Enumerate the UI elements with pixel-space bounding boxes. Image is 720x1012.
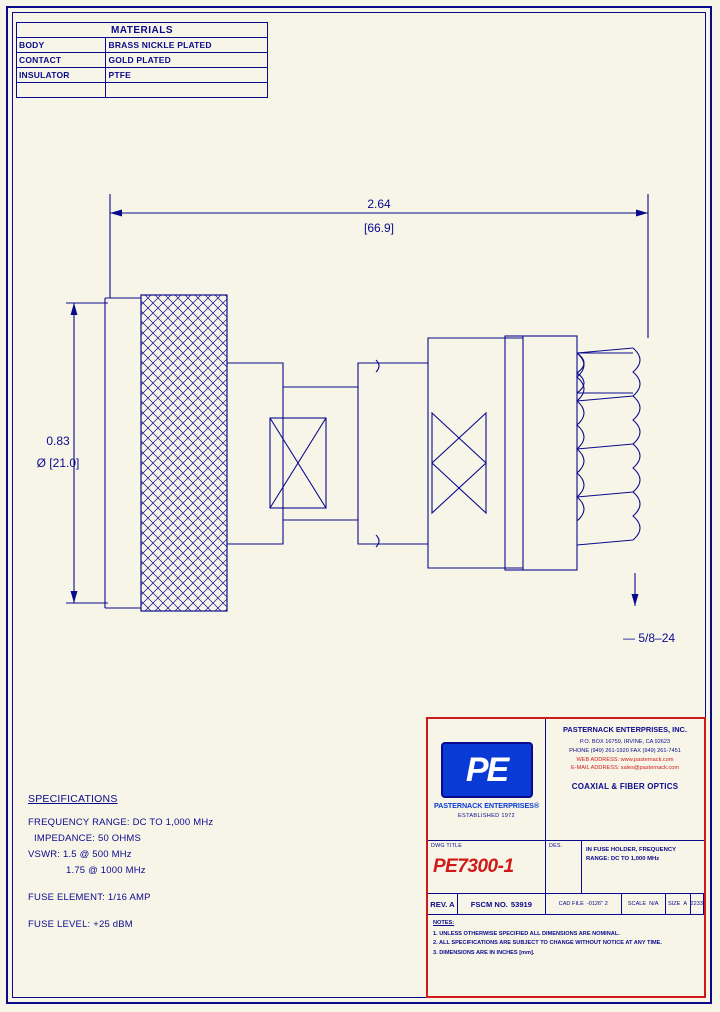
pe-logo-icon: PE	[441, 742, 533, 798]
dimension-thread: — 5/8–24	[623, 631, 676, 645]
cad-file-value: -0126" 2	[586, 901, 608, 907]
scale-label: SCALE	[627, 901, 647, 907]
logo-established: ESTABLISHED 1972	[458, 813, 515, 819]
material-value: PTFE	[106, 68, 268, 83]
size-value: A	[683, 901, 688, 907]
sheet-value: 2233	[690, 901, 703, 907]
spec-fuse-element: FUSE ELEMENT: 1/16 AMP	[28, 891, 151, 903]
sheet-cell	[691, 894, 704, 914]
title-block-meta-row	[428, 894, 704, 915]
material-name: CONTACT	[17, 53, 106, 68]
note-item: 2. ALL SPECIFICATIONS ARE SUBJECT TO CHANGE WITHOUT NOTICE AT ANY TIME.	[433, 940, 662, 946]
scale-value: N/A	[649, 901, 659, 907]
spec-vswr: VSWR: 1.5 @ 500 MHz	[28, 848, 132, 860]
specifications-block	[28, 794, 213, 936]
part-number: PE7300-1	[433, 856, 514, 877]
revision-label: REV. A	[430, 899, 455, 909]
scale-cell	[622, 894, 666, 914]
size-label: SIZE	[667, 901, 681, 907]
material-name: BODY	[17, 38, 106, 53]
company-phone-line: PHONE (949) 261-1920 FAX (949) 261-7451	[569, 748, 681, 755]
notes-block	[428, 915, 704, 996]
fscm-cell	[458, 894, 546, 914]
specifications-title: SPECIFICATIONS	[28, 793, 118, 805]
spec-frequency-range: FREQUENCY RANGE: DC TO 1,000 MHz	[28, 817, 214, 829]
company-tagline: COAXIAL & FIBER OPTICS	[571, 782, 679, 792]
company-website[interactable]: WEB ADDRESS: www.pasternack.com	[576, 756, 674, 763]
logo-company-name: PASTERNACK ENTERPRISES®	[433, 801, 540, 810]
dwg-title-cell	[428, 841, 546, 893]
material-value: BRASS NICKLE PLATED	[106, 38, 268, 53]
cad-file-cell	[546, 894, 622, 914]
company-address-block	[546, 719, 704, 840]
des-label: DES.	[549, 843, 563, 849]
title-block	[426, 717, 706, 998]
title-block-part-row	[428, 841, 704, 894]
spec-vswr-second: 1.75 @ 1000 MHz	[66, 864, 146, 876]
revision-cell	[428, 894, 458, 914]
note-item: 3. DIMENSIONS ARE IN INCHES [mm].	[433, 949, 535, 956]
fscm-value: 53919	[510, 899, 532, 909]
company-logo	[428, 719, 546, 840]
spec-fuse-level: FUSE LEVEL: +25 dBM	[28, 918, 133, 930]
dimension-diameter-mm: Ø [21.0]	[36, 456, 80, 470]
spec-impedance: IMPEDANCE: 50 OHMS	[34, 832, 142, 844]
material-value: GOLD PLATED	[106, 53, 268, 68]
dwg-title-label: DWG TITLE	[431, 843, 463, 849]
size-cell	[666, 894, 691, 914]
des-cell	[546, 841, 582, 893]
material-name: INSULATOR	[17, 68, 106, 83]
drawing-sheet	[6, 6, 712, 1004]
materials-header: MATERIALS	[17, 23, 268, 38]
company-address-line1: P.O. BOX 16759, IRVINE, CA 92623	[579, 739, 671, 746]
notes-title: NOTES:	[433, 920, 455, 926]
cad-file-label: CAD FILE	[558, 901, 584, 907]
company-email[interactable]: E-MAIL ADDRESS: sales@pasternack.com	[570, 765, 680, 772]
note-item: 1. UNLESS OTHERWISE SPECIFIED ALL DIMENSIONS ARE NOMINAL.	[433, 930, 620, 937]
title-block-header-row	[428, 719, 704, 841]
part-description: IN FUSE HOLDER, FREQUENCY RANGE: DC TO 1,000 MHz	[586, 847, 676, 862]
dimension-length-inches: 2.64	[367, 197, 391, 211]
fscm-label: FSCM NO.	[470, 899, 508, 909]
company-name: PASTERNACK ENTERPRISES, INC.	[563, 725, 687, 734]
dimension-length-mm: [66.9]	[363, 221, 395, 235]
dimension-diameter-inches: 0.83	[46, 434, 70, 448]
